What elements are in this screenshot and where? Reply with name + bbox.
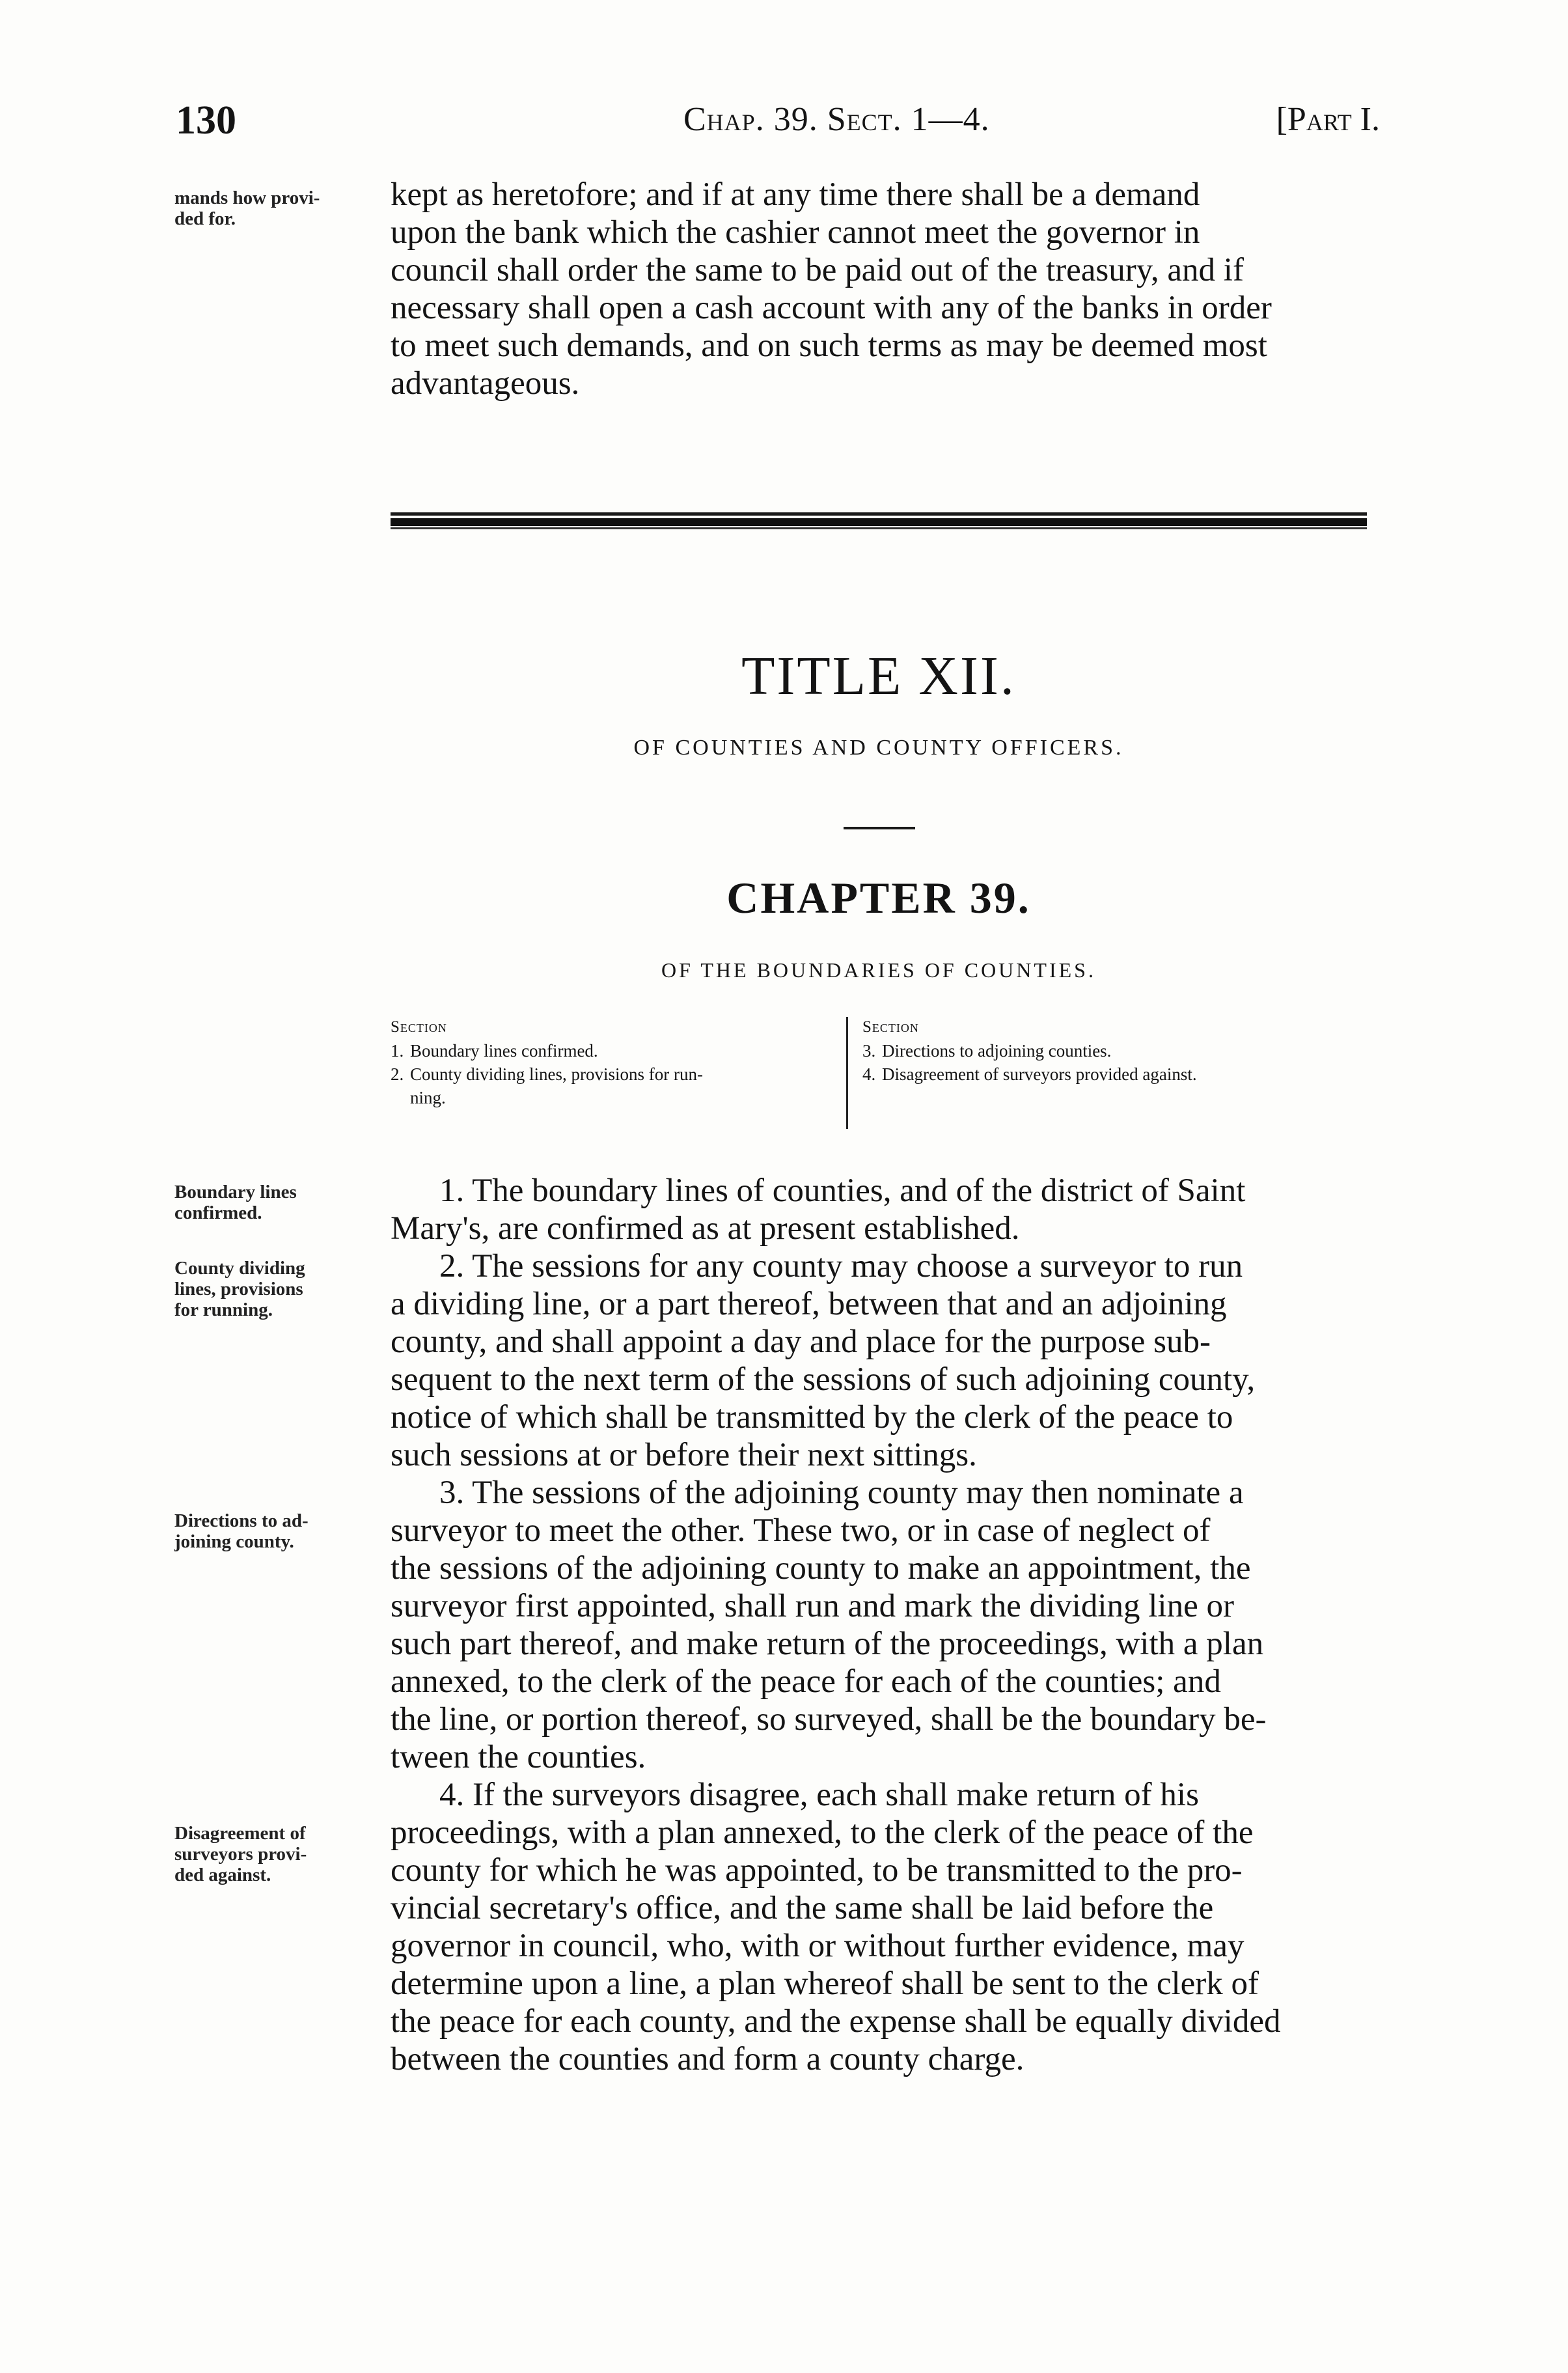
text-line: annexed, to the clerk of the peace for each of the counties; and xyxy=(391,1663,1221,1700)
text-line: a dividing line, or a part thereof, between that and an adjoining xyxy=(391,1286,1227,1322)
chapter-subheading: OF THE BOUNDARIES OF COUNTIES. xyxy=(661,958,1096,982)
contents-column-divider xyxy=(846,1017,848,1129)
contents-column-heading: Section xyxy=(391,1018,447,1036)
text-line: 2. The sessions for any county may choose a surveyor to run xyxy=(439,1248,1243,1284)
text-line: 3. The sessions of the adjoining county may then nominate a xyxy=(439,1475,1244,1511)
text-line: 1. The boundary lines of counties, and of the district of Saint xyxy=(439,1173,1246,1209)
text-line: such part thereof, and make return of the proceedings, with a plan xyxy=(391,1626,1264,1662)
chapter-contents xyxy=(391,1016,1367,1133)
text-line: council shall order the same to be paid out of the treasury, and if xyxy=(391,252,1244,288)
text-line: determine upon a line, a plan whereof shall be sent to the clerk of xyxy=(391,1965,1259,2002)
text-line: tween the counties. xyxy=(391,1739,646,1775)
title-heading: TITLE XII. xyxy=(741,646,1016,706)
margin-note-line: ded against. xyxy=(174,1865,271,1885)
contents-entry xyxy=(862,1039,1370,1062)
margin-note-line: surveyors provi- xyxy=(174,1844,307,1865)
margin-note-line: Disagreement of xyxy=(174,1823,306,1844)
text-line: governor in council, who, with or without further evidence, may xyxy=(391,1928,1245,1964)
contents-entry-number: 4. xyxy=(862,1064,876,1084)
part-indicator: [Part I. xyxy=(1276,101,1380,138)
contents-entry-number: 3. xyxy=(862,1041,876,1061)
margin-note-line: ded for. xyxy=(174,208,236,229)
contents-entry-continuation xyxy=(391,1086,827,1109)
contents-entry xyxy=(391,1062,827,1086)
page-number: 130 xyxy=(176,98,236,143)
text-line: the line, or portion thereof, so surveyed, shall be the boundary be- xyxy=(391,1701,1267,1738)
section-2-paragraph xyxy=(391,1247,1367,1474)
text-line: advantageous. xyxy=(391,365,580,402)
section-4-paragraph xyxy=(391,1776,1367,2078)
contents-entry-text: County dividing lines, provisions for run- xyxy=(410,1064,703,1084)
text-line: sequent to the next term of the sessions of such adjoining county, xyxy=(391,1361,1256,1398)
text-line: the sessions of the adjoining county to make an appointment, the xyxy=(391,1550,1251,1587)
chapter-heading: CHAPTER 39. xyxy=(726,873,1031,923)
carryover-paragraph xyxy=(391,176,1367,402)
margin-note-line: County dividing xyxy=(174,1258,305,1279)
margin-note-section-4 xyxy=(174,1823,370,1885)
margin-note-section-1 xyxy=(174,1182,370,1223)
contents-entry xyxy=(391,1039,827,1062)
contents-entry-number: 1. xyxy=(391,1041,404,1061)
text-line: kept as heretofore; and if at any time there shall be a demand xyxy=(391,176,1200,213)
margin-note-carryover xyxy=(174,187,370,229)
contents-column-heading: Section xyxy=(862,1018,919,1036)
contents-entry-number: 2. xyxy=(391,1064,404,1084)
margin-note-line: mands how provi- xyxy=(174,187,320,208)
section-3-paragraph xyxy=(391,1474,1367,1776)
margin-note-line: Directions to ad- xyxy=(174,1510,309,1531)
contents-entry-text: Directions to adjoining counties. xyxy=(882,1041,1112,1061)
contents-column-right xyxy=(862,1016,1370,1086)
margin-note-line: lines, provisions xyxy=(174,1279,303,1299)
text-line: notice of which shall be transmitted by the clerk of the peace to xyxy=(391,1399,1233,1436)
margin-note-line: for running. xyxy=(174,1299,273,1320)
contents-column-left xyxy=(391,1016,827,1109)
margin-note-section-3 xyxy=(174,1510,370,1552)
margin-note-line: joining county. xyxy=(174,1531,294,1552)
text-line: such sessions at or before their next sittings. xyxy=(391,1437,977,1473)
margin-note-line: Boundary lines xyxy=(174,1182,297,1202)
margin-note-line: confirmed. xyxy=(174,1202,262,1223)
text-line: 4. If the surveyors disagree, each shall make return of his xyxy=(439,1777,1199,1813)
section-1-paragraph xyxy=(391,1172,1367,1247)
text-line: county, and shall appoint a day and place for the purpose sub- xyxy=(391,1324,1211,1360)
text-line: surveyor to meet the other. These two, or in case of neglect of xyxy=(391,1512,1211,1549)
text-line: the peace for each county, and the expense shall be equally divided xyxy=(391,2003,1281,2040)
heavy-rule-divider xyxy=(391,512,1367,529)
text-line: vincial secretary's office, and the same shall be laid before the xyxy=(391,1890,1214,1926)
text-line: between the counties and form a county charge. xyxy=(391,2041,1025,2077)
title-subheading: OF COUNTIES AND COUNTY OFFICERS. xyxy=(633,736,1124,760)
text-line: necessary shall open a cash account with any of the banks in order xyxy=(391,290,1272,326)
chapter-section-reference: Chap. 39. Sect. 1—4. xyxy=(683,101,990,138)
contents-entry xyxy=(862,1062,1370,1086)
contents-entry-text: Boundary lines confirmed. xyxy=(410,1041,598,1061)
running-header xyxy=(176,98,1380,150)
text-line: proceedings, with a plan annexed, to the clerk of the peace of the xyxy=(391,1814,1254,1851)
short-rule-divider xyxy=(844,827,915,829)
contents-entry-text: Disagreement of surveyors provided against. xyxy=(882,1064,1197,1084)
text-line: upon the bank which the cashier cannot meet the governor in xyxy=(391,214,1200,251)
margin-note-section-2 xyxy=(174,1258,370,1320)
text-line: to meet such demands, and on such terms as may be deemed most xyxy=(391,327,1267,364)
text-line: surveyor first appointed, shall run and mark the dividing line or xyxy=(391,1588,1234,1624)
text-line: county for which he was appointed, to be transmitted to the pro- xyxy=(391,1852,1243,1889)
contents-entry-text: ning. xyxy=(410,1088,446,1107)
text-line: Mary's, are confirmed as at present established. xyxy=(391,1210,1020,1247)
